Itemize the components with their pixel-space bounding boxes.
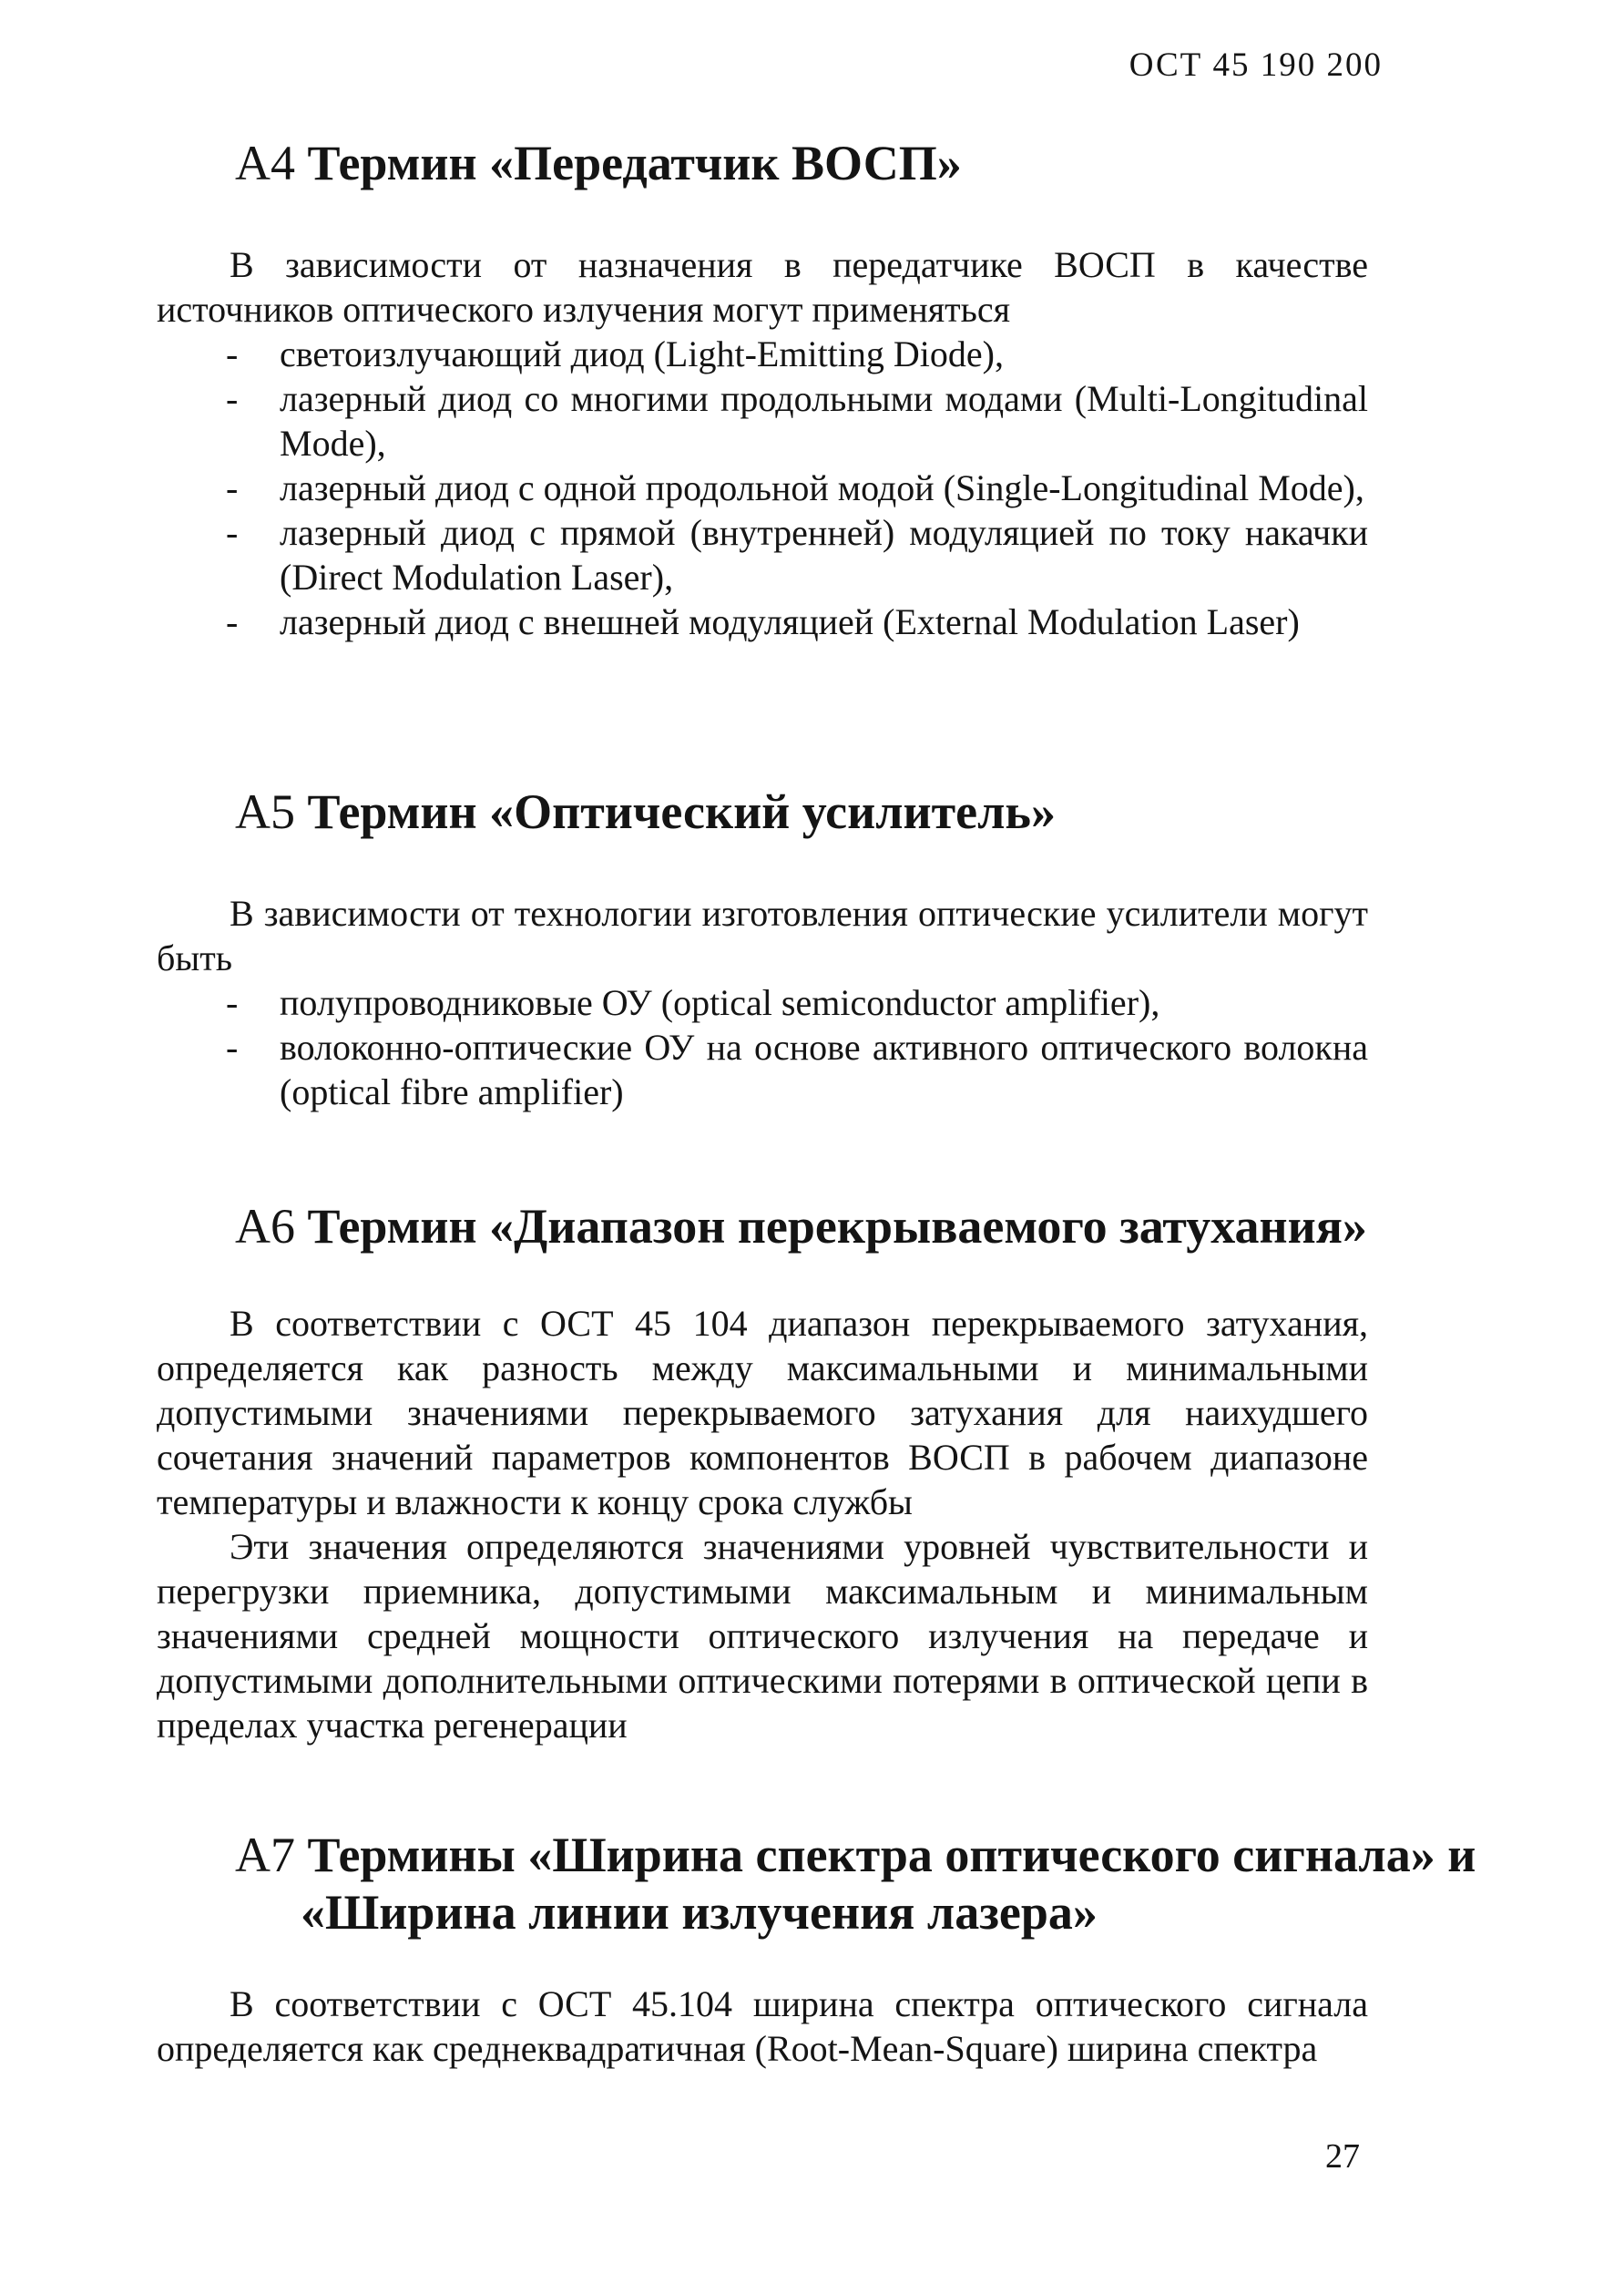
list-item: - лазерный диод со многими продольными модами (Multi-Longitudinal Mode), [226, 378, 1368, 464]
section-a7-paragraph-1: В соответствии с ОСТ 45.104 ширина спектра оптического сигнала определяется как среднеквадратичная (Root-Mean-Square) ширина спектра [157, 1983, 1368, 2069]
section-a7-heading-continued [301, 1884, 1098, 1941]
list-item-text: светоизлучающий диод (Light-Emitting Diode), [280, 333, 1004, 374]
list-item: - волоконно-оптические ОУ на основе активного оптического волокна (optical fibre amplifier) [226, 1027, 1368, 1112]
document-code: ОСТ 45 190 200 [1129, 46, 1383, 84]
list-item-text: лазерный диод со многими продольными модами (Multi-Longitudinal Mode), [280, 378, 1368, 464]
section-a4-list [157, 332, 1368, 644]
section-a6-heading [235, 1198, 1367, 1255]
page-number: 27 [1325, 2137, 1360, 2176]
section-a7-heading [235, 1827, 1476, 1883]
list-item-text: лазерный диод с прямой (внутренней) модуляцией по току накачки (Direct Modulation Laser), [280, 512, 1368, 598]
section-a5-intro: В зависимости от технологии изготовления оптические усилители могут быть [157, 893, 1368, 978]
section-a4-number: А4 [235, 136, 295, 190]
list-item: - лазерный диод с одной продольной модой (Single-Longitudinal Mode), [226, 467, 1364, 508]
section-a7-title-line-1: Термины «Ширина спектра оптического сигнала» и [307, 1828, 1476, 1882]
section-a5-heading [235, 784, 1056, 840]
section-a5-list [157, 980, 1368, 1114]
section-a4-intro: В зависимости от назначения в передатчике ВОСП в качестве источников оптического излучения могут применяться [157, 244, 1368, 330]
section-a6-paragraph-2: Эти значения определяются значениями уровней чувствительности и перегрузки приемника, допустимыми максимальным и минимальным значениями средней мощности оптического излучения на передаче и допустимыми дополнительными оптическими потерями в оптической цепи в пределах участка регенерации [157, 1526, 1368, 1746]
list-item: - лазерный диод с внешней модуляцией (External Modulation Laser) [226, 601, 1300, 642]
list-item: - лазерный диод с прямой (внутренней) модуляцией по току накачки (Direct Modulation Laser), [226, 512, 1368, 598]
section-a5-title: Термин «Оптический усилитель» [307, 784, 1056, 839]
section-a6-paragraph-1: В соответствии с ОСТ 45 104 диапазон перекрываемого затухания, определяется как разность между максимальными и минимальными допустимыми значениями перекрываемого затухания для наихудшего сочетания значений параметров компонентов ВОСП в рабочем диапазоне температуры и влажности к концу срока службы [157, 1303, 1368, 1522]
section-a6-title: Термин «Диапазон перекрываемого затухания» [307, 1199, 1367, 1254]
list-item-text: лазерный диод с одной продольной модой (Single-Longitudinal Mode), [280, 467, 1364, 508]
section-a5-number: А5 [235, 784, 295, 839]
list-item-text: лазерный диод с внешней модуляцией (External Modulation Laser) [280, 601, 1300, 642]
section-a7-title-line-2: «Ширина линии излучения лазера» [301, 1885, 1098, 1940]
section-a7-number: А7 [235, 1828, 295, 1882]
list-item: - светоизлучающий диод (Light-Emitting Diode), [226, 333, 1004, 374]
list-item-text: волоконно-оптические ОУ на основе активного оптического волокна (optical fibre amplifier) [280, 1027, 1368, 1112]
section-a4-heading [235, 135, 962, 191]
section-a6-number: А6 [235, 1199, 295, 1254]
list-item: - полупроводниковые ОУ (optical semiconductor amplifier), [226, 982, 1160, 1023]
list-item-text: полупроводниковые ОУ (optical semiconductor amplifier), [280, 982, 1160, 1023]
section-a4-title: Термин «Передатчик ВОСП» [307, 136, 962, 190]
